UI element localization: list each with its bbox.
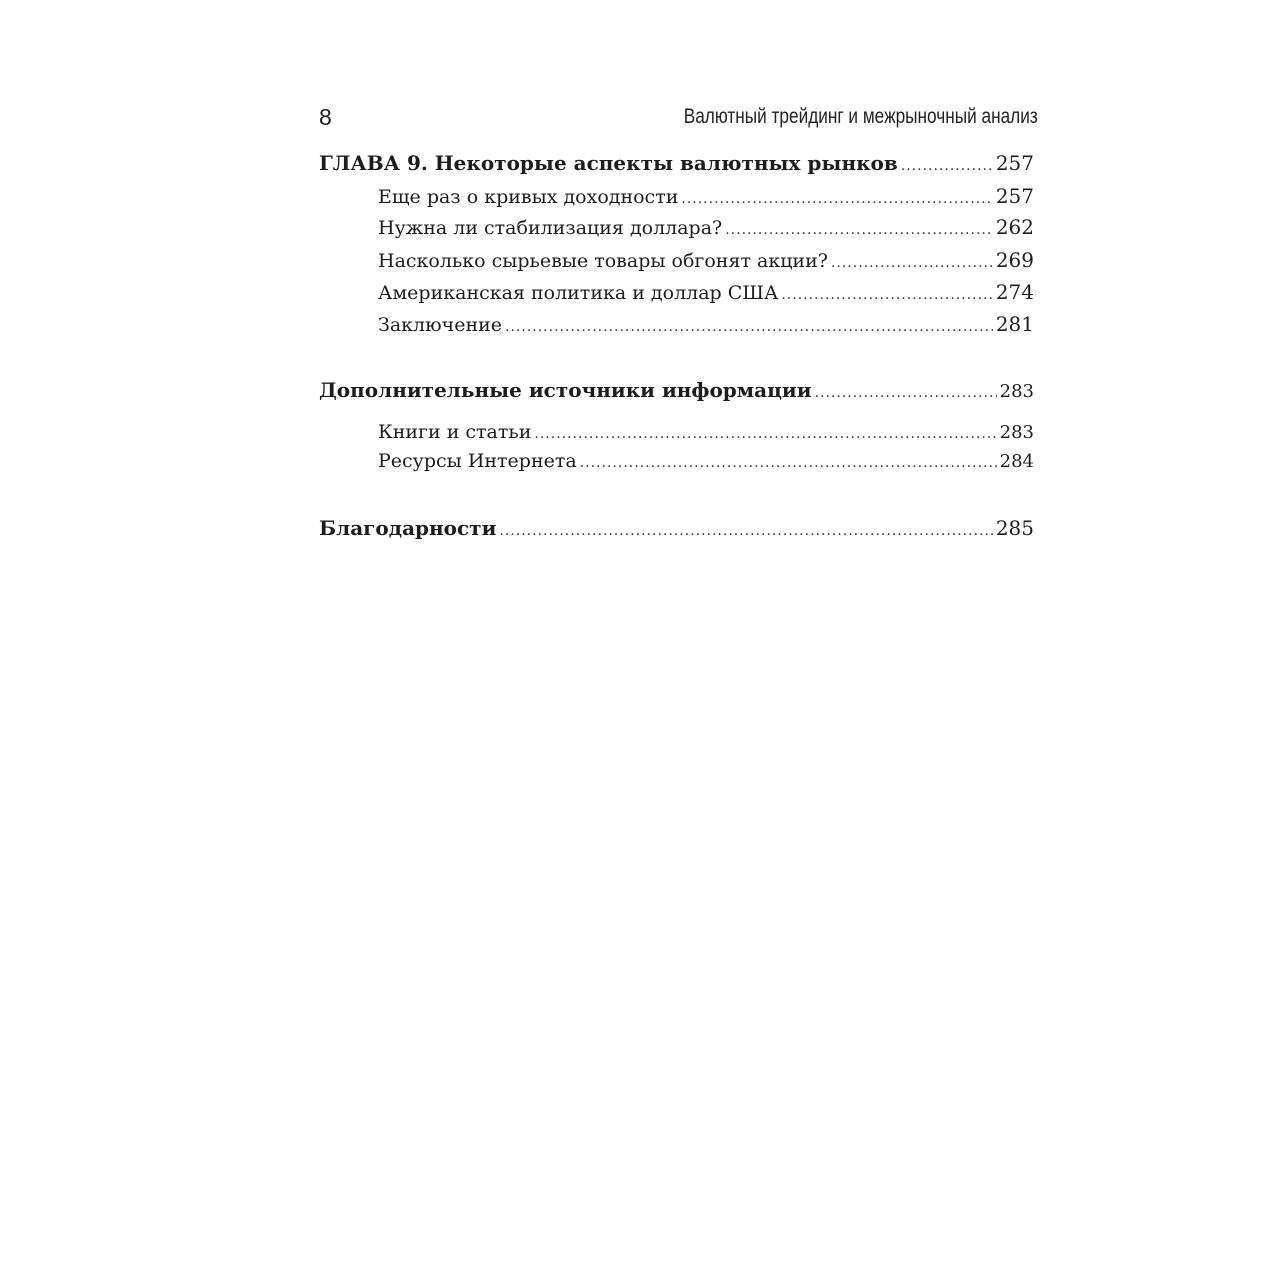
- toc-entry-page: 283: [999, 381, 1034, 402]
- dot-leader: [815, 385, 997, 401]
- running-header: [319, 101, 1038, 135]
- toc-entry-page: 283: [999, 422, 1034, 443]
- book-title: Валютный трейдинг и межрыночный анализ: [683, 105, 1038, 128]
- toc-item: [378, 184, 1034, 208]
- toc-item: [378, 421, 1034, 443]
- toc-entry-page: 284: [999, 451, 1034, 472]
- toc-entry-title: Заключение: [378, 314, 503, 336]
- toc-item: [378, 450, 1034, 472]
- dot-leader: [725, 222, 993, 238]
- toc-item: [378, 280, 1034, 304]
- toc-entry-title: Дополнительные источники информации: [319, 378, 812, 402]
- dot-leader: [580, 455, 997, 471]
- toc-item: [378, 215, 1034, 239]
- page-number: 8: [319, 104, 332, 130]
- toc-entry-title: Ресурсы Интернета: [378, 450, 577, 472]
- toc-additional-sources: [319, 378, 1034, 402]
- toc-entry-page: 257: [995, 151, 1034, 175]
- toc-entry-page: 257: [995, 184, 1034, 208]
- toc-item: [378, 248, 1034, 272]
- toc-entry-page: 262: [995, 215, 1034, 239]
- toc-entry-title: Книги и статьи: [378, 421, 532, 443]
- dot-leader: [781, 287, 992, 303]
- dot-leader: [505, 319, 993, 335]
- toc-entry-page: 274: [995, 280, 1034, 304]
- toc-entry-title: Благодарности: [319, 516, 497, 540]
- toc-entry-title: Насколько сырьевые товары обгонят акции?: [378, 250, 828, 272]
- dot-leader: [831, 255, 993, 271]
- dot-leader: [901, 158, 993, 174]
- toc-chapter-9: [319, 151, 1034, 175]
- dot-leader: [534, 426, 996, 442]
- dot-leader: [681, 191, 992, 207]
- toc-entry-page: 281: [995, 312, 1034, 336]
- toc-entry-title: Американская политика и доллар США: [378, 282, 779, 304]
- toc-entry-title: Нужна ли стабилизация доллара?: [378, 217, 723, 239]
- toc-entry-title: Еще раз о кривых доходности: [378, 186, 679, 208]
- toc-acknowledgements: [319, 516, 1034, 540]
- toc-item: [378, 312, 1034, 336]
- toc-entry-title: ГЛАВА 9. Некоторые аспекты валютных рынков: [319, 151, 898, 175]
- toc-entry-page: 269: [995, 248, 1034, 272]
- toc-entry-page: 285: [995, 516, 1034, 540]
- dot-leader: [499, 523, 992, 539]
